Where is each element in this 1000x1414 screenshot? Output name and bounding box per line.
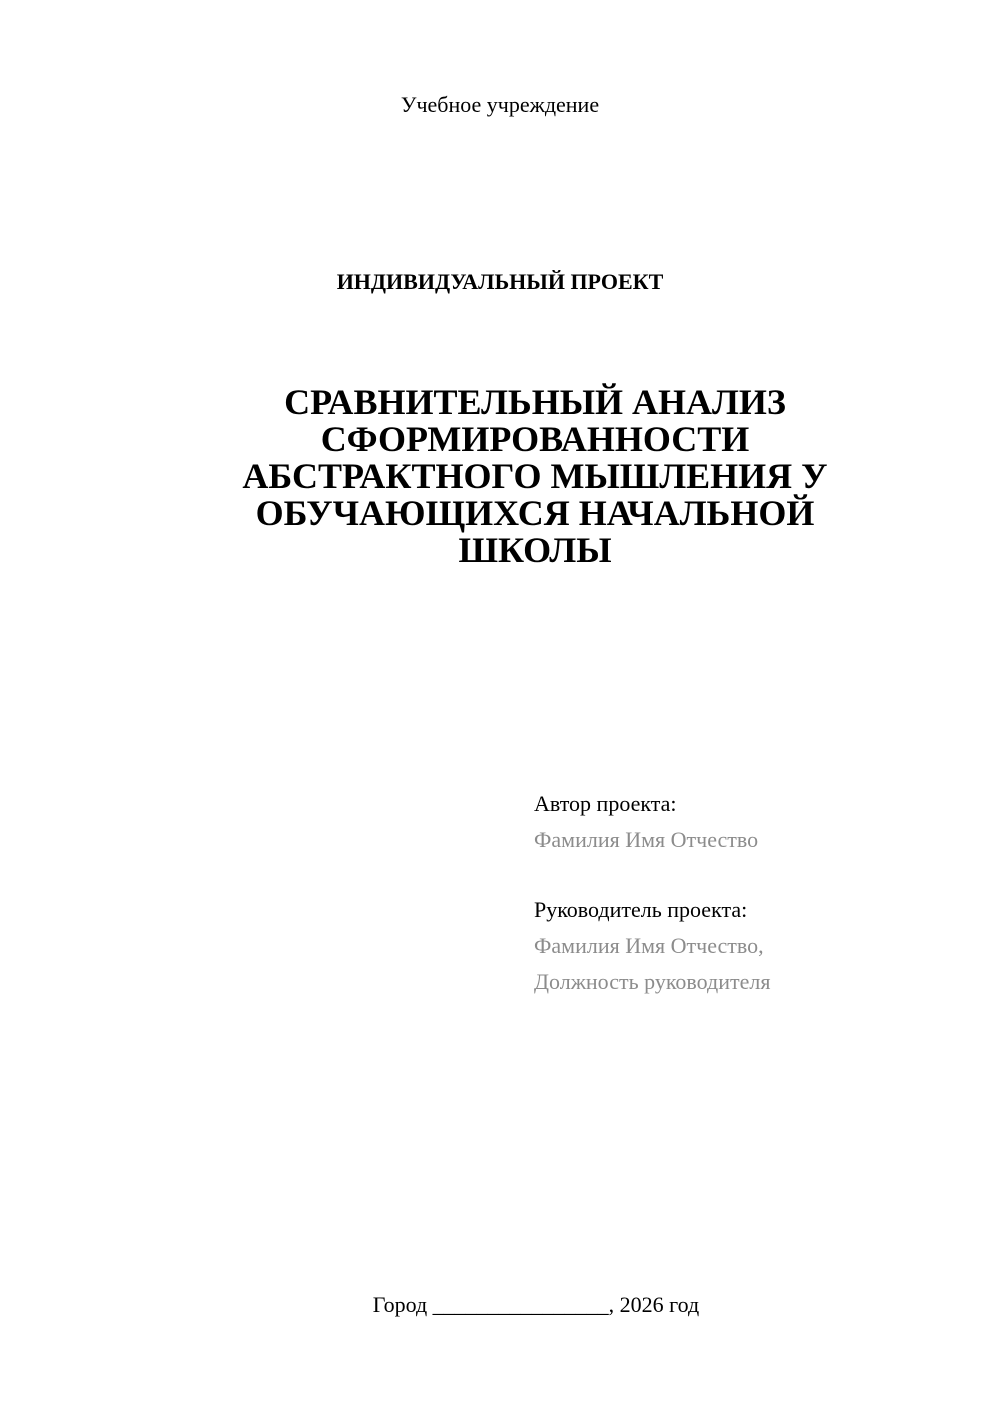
author-name-placeholder: Фамилия Имя Отчество <box>534 827 759 852</box>
project-title-line: АБСТРАКТНОГО МЫШЛЕНИЯ У <box>242 456 828 496</box>
project-title-line: СРАВНИТЕЛЬНЫЙ АНАЛИЗ <box>284 382 786 422</box>
city-year-line: Город ________________, 2026 год <box>372 1292 700 1317</box>
project-title-line: ОБУЧАЮЩИХСЯ НАЧАЛЬНОЙ <box>255 493 815 533</box>
project-type-heading: ИНДИВИДУАЛЬНЫЙ ПРОЕКТ <box>336 269 664 294</box>
supervisor-position-placeholder: Должность руководителя <box>534 969 771 994</box>
supervisor-label: Руководитель проекта: <box>534 897 748 922</box>
project-title <box>170 384 900 569</box>
project-title-line: СФОРМИРОВАННОСТИ <box>320 419 750 459</box>
author-block <box>534 786 974 858</box>
author-label: Автор проекта: <box>534 791 677 816</box>
project-title-line: ШКОЛЫ <box>458 530 612 570</box>
supervisor-block <box>534 892 974 1000</box>
supervisor-name-placeholder: Фамилия Имя Отчество, <box>534 933 764 958</box>
institution-name: Учебное учреждение <box>400 92 600 117</box>
